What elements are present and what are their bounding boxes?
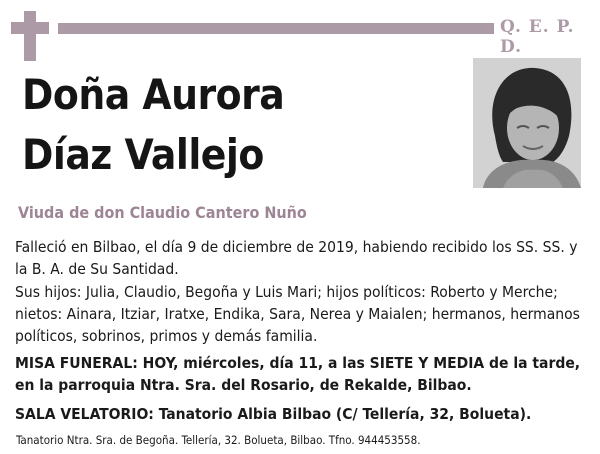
qepd-label: Q. E. P. D. [500, 17, 575, 57]
deceased-name-line2: Díaz Vallejo [22, 130, 264, 179]
widow-subtitle: Viuda de don Claudio Cantero Nuño [18, 203, 307, 222]
cross-icon-bar [11, 22, 49, 34]
header-divider-bar [58, 23, 494, 34]
funeral-info: MISA FUNERAL: HOY, miércoles, día 11, a las SIETE Y MEDIA de la tarde, en la parroquia Ntra. Sra. del Rosario, de Rekalde, Bilbao. [15, 354, 581, 394]
cross-icon [24, 11, 36, 61]
wake-info: SALA VELATORIO: Tanatorio Albia Bilbao (C/ Tellería, 32, Bolueta). [15, 405, 532, 423]
family-list: Sus hijos: Julia, Claudio, Begoña y Luis Mari; hijos políticos: Roberto y Merche; nietos: Ainara, Itziar, Iratxe, Endika, Sara, Nerea y Maialen; hermanos, hermanos políticos, sobrinos, primos y demás familia. [15, 283, 580, 345]
deceased-name-line1: Doña Aurora [22, 70, 285, 119]
portrait-photo [473, 58, 581, 188]
funeral-home-footer: Tanatorio Ntra. Sra. de Begoña. Tellería, 32. Bolueta, Bilbao. Tfno. 944453558. [16, 433, 421, 447]
death-notice: Falleció en Bilbao, el día 9 de diciembre de 2019, habiendo recibido los SS. SS. y la B. A. de Su Santidad. [15, 238, 578, 278]
